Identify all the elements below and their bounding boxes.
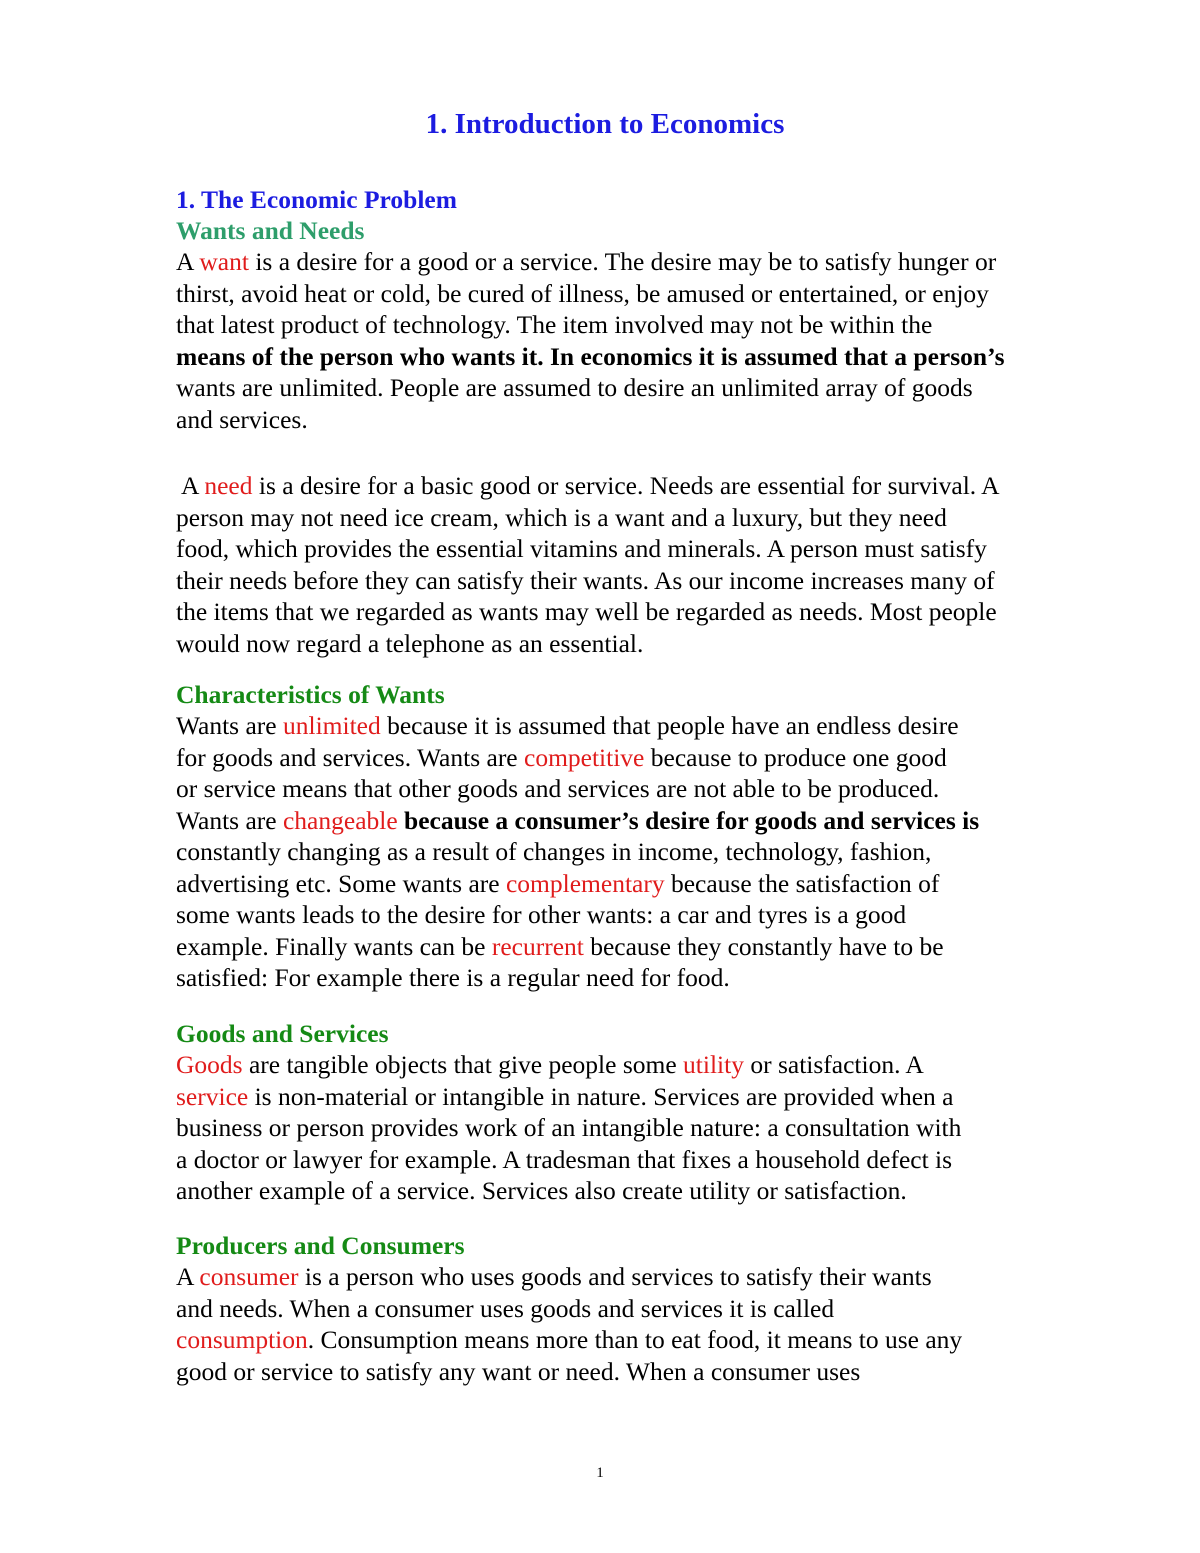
document-title: 1. Introduction to Economics <box>425 108 785 140</box>
text-line <box>176 1049 1096 1081</box>
page-number: 1 <box>596 1465 604 1481</box>
text-run: because it is assumed that people have an endless desire <box>380 711 959 740</box>
keyword-recurrent: recurrent <box>491 931 584 961</box>
goods-services-block <box>176 1018 1096 1207</box>
text-run: because the satisfaction of <box>664 868 940 898</box>
need-paragraph <box>176 470 1096 659</box>
text-line: means of the person who wants it. In economics it is assumed that a person’s <box>176 341 1005 371</box>
text-line <box>176 742 1096 774</box>
text-run: is a desire for a good or a service. The desire may be to satisfy hunger or <box>248 247 997 276</box>
keyword-complementary: complementary <box>505 868 665 898</box>
text-line: constantly changing as a result of changes in income, technology, fashion, <box>176 837 932 866</box>
producers-consumers-block <box>176 1230 1096 1387</box>
text-line: person may not need ice cream, which is a want and a luxury, but they need <box>176 502 947 532</box>
text-run: or satisfaction. A <box>743 1050 924 1079</box>
text-line <box>176 805 1096 837</box>
producers-consumers-heading: Producers and Consumers <box>176 1231 465 1260</box>
text-line: would now regard a telephone as an essential. <box>176 628 644 658</box>
goods-services-heading: Goods and Services <box>176 1019 389 1048</box>
text-line: some wants leads to the desire for other wants: a car and tyres is a good <box>176 900 907 929</box>
text-line <box>176 470 1096 502</box>
text-line: that latest product of technology. The item involved may not be within the <box>176 310 933 339</box>
text-line: their needs before they can satisfy their wants. As our income increases many of <box>176 565 995 595</box>
economic-problem-block <box>176 184 1096 435</box>
keyword-unlimited: unlimited <box>282 711 381 740</box>
keyword-consumer: consumer <box>199 1262 299 1291</box>
text-line: the items that we regarded as wants may well be regarded as needs. Most people <box>176 597 997 626</box>
text-line: wants are unlimited. People are assumed to desire an unlimited array of goods <box>176 373 973 402</box>
characteristics-heading: Characteristics of Wants <box>176 680 445 709</box>
text-line: thirst, avoid heat or cold, be cured of illness, be amused or entertained, or enjoy <box>176 278 989 308</box>
text-line: or service means that other goods and services are not able to be produced. <box>176 774 940 803</box>
text-run: is a person who uses goods and services to satisfy their wants <box>298 1262 932 1291</box>
text-line: food, which provides the essential vitamins and minerals. A person must satisfy <box>176 534 987 563</box>
section-heading: 1. The Economic Problem <box>176 185 457 214</box>
characteristics-block <box>176 679 1096 994</box>
keyword-changeable: changeable <box>282 805 398 835</box>
text-line: another example of a service. Services also create utility or satisfaction. <box>176 1176 907 1205</box>
text-run: is non-material or intangible in nature. Services are provided when a <box>248 1081 954 1111</box>
text-run: example. Finally wants can be <box>176 931 492 961</box>
text-line <box>176 931 1096 963</box>
text-run: A <box>176 247 200 276</box>
wants-needs-heading: Wants and Needs <box>176 216 365 245</box>
text-line <box>176 1324 1096 1356</box>
text-line: a doctor or lawyer for example. A tradesman that fixes a household defect is <box>176 1144 953 1174</box>
text-run: because to produce one good <box>644 742 947 772</box>
text-run: . Consumption means more than to eat food, it means to use any <box>307 1325 963 1354</box>
keyword-consumption: consumption <box>176 1325 308 1354</box>
keyword-competitive: competitive <box>524 742 645 772</box>
text-line: and services. <box>176 404 308 434</box>
text-run: A <box>176 471 205 500</box>
text-run: are tangible objects that give people some <box>242 1050 684 1079</box>
text-line: good or service to satisfy any want or need. When a consumer uses <box>176 1356 861 1386</box>
text-run: because a consumer’s desire for goods and services is <box>397 805 980 835</box>
text-run: is a desire for a basic good or service. Needs are essential for survival. A <box>252 471 1000 500</box>
keyword-goods: Goods <box>176 1050 243 1079</box>
text-line <box>176 246 1096 278</box>
keyword-need: need <box>204 471 253 500</box>
text-run: Wants are <box>176 805 283 835</box>
text-run: because they constantly have to be <box>583 931 944 961</box>
text-line: satisfied: For example there is a regular need for food. <box>176 963 730 992</box>
keyword-want: want <box>199 247 249 276</box>
text-run: advertising etc. Some wants are <box>176 868 506 898</box>
keyword-service: service <box>176 1081 249 1111</box>
text-line: and needs. When a consumer uses goods and services it is called <box>176 1293 835 1323</box>
text-line <box>176 710 1096 742</box>
text-line <box>176 1081 1096 1113</box>
keyword-utility: utility <box>683 1050 744 1079</box>
text-line: business or person provides work of an intangible nature: a consultation with <box>176 1113 962 1142</box>
text-line <box>176 868 1096 900</box>
text-line <box>176 1261 1096 1293</box>
text-run: Wants are <box>176 711 283 740</box>
text-run: A <box>176 1262 200 1291</box>
text-run: for goods and services. Wants are <box>176 742 524 772</box>
